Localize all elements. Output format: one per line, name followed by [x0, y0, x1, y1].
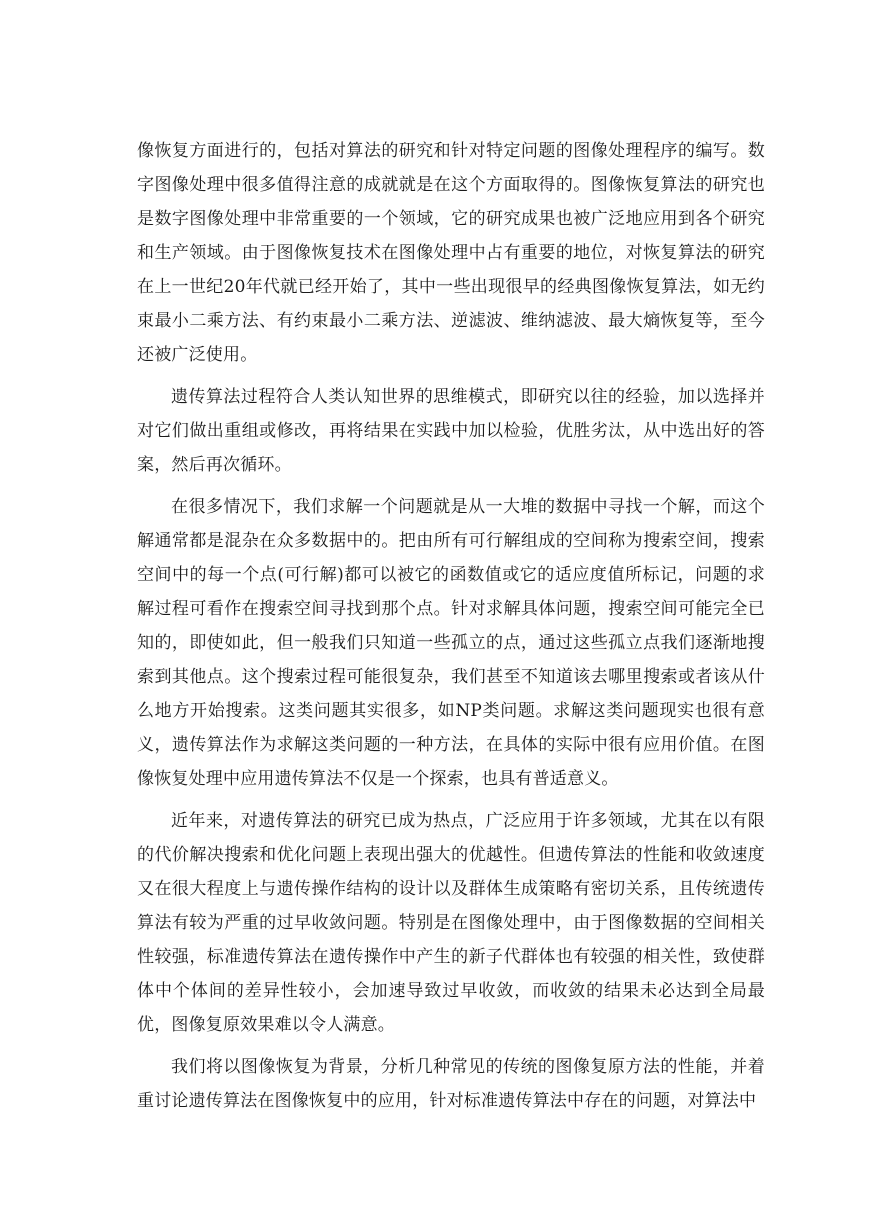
paragraph-2: 遗传算法过程符合人类认知世界的思维模式，即研究以往的经验，加以选择并对它们做出重组或修改，再将结果在实践中加以检验，优胜劣汰，从中选出好的答案，然后再次循环。: [137, 387, 765, 475]
paragraph-5: 我们将以图像恢复为背景，分析几种常见的传统的图像复原方法的性能，并着重讨论遗传算法在图像恢复中的应用，针对标准遗传算法中存在的问题，对算法中: [137, 1057, 765, 1111]
paragraph-1: 像恢复方面进行的，包括对算法的研究和针对特定问题的图像处理程序的编写。数字图像处理中很多值得注意的成就就是在这个方面取得的。图像恢复算法的研究也是数字图像处理中非常重要的一个领域，它的研究成果也被广泛地应用到各个研究和生产领域。由于图像恢复技术在图像处理中占有重要的地位，对恢复算法的研究在上一世纪20年代就已经开始了，其中一些出现很早的经典图像恢复算法，如无约束最小二乘方法、有约束最小二乘方法、逆滤波、维纳滤波、最大熵恢复等，至今还被广泛使用。: [137, 141, 765, 365]
document-body: [137, 134, 765, 1126]
paragraph-4: 近年来，对遗传算法的研究已成为热点，广泛应用于许多领域，尤其在以有限的代价解决搜索和优化问题上表现出强大的优越性。但遗传算法的性能和收敛速度又在很大程度上与遗传操作结构的设计以及群体生成策略有密切关系，且传统遗传算法有较为严重的过早收敛问题。特别是在图像处理中，由于图像数据的空间相关性较强，标准遗传算法在遗传操作中产生的新子代群体也有较强的相关性，致使群体中个体间的差异性较小，会加速导致过早收敛，而收敛的结果未必达到全局最优，图像复原效果难以令人满意。: [137, 811, 765, 1035]
paragraph-3: 在很多情况下，我们求解一个问题就是从一大堆的数据中寻找一个解，而这个解通常都是混杂在众多数据中的。把由所有可行解组成的空间称为搜索空间，搜索空间中的每一个点(可行解)都可以被它的函数值或它的适应度值所标记，问题的求解过程可看作在搜索空间寻找到那个点。针对求解具体问题，搜索空间可能完全已知的，即使如此，但一般我们只知道一些孤立的点，通过这些孤立点我们逐渐地搜索到其他点。这个搜索过程可能很复杂，我们甚至不知道该去哪里搜索或者该从什么地方开始搜索。这类问题其实很多，如NP类问题。求解这类问题现实也很有意义，遗传算法作为求解这类问题的一种方法，在具体的实际中很有应用价值。在图像恢复处理中应用遗传算法不仅是一个探索，也具有普适意义。: [137, 497, 765, 789]
